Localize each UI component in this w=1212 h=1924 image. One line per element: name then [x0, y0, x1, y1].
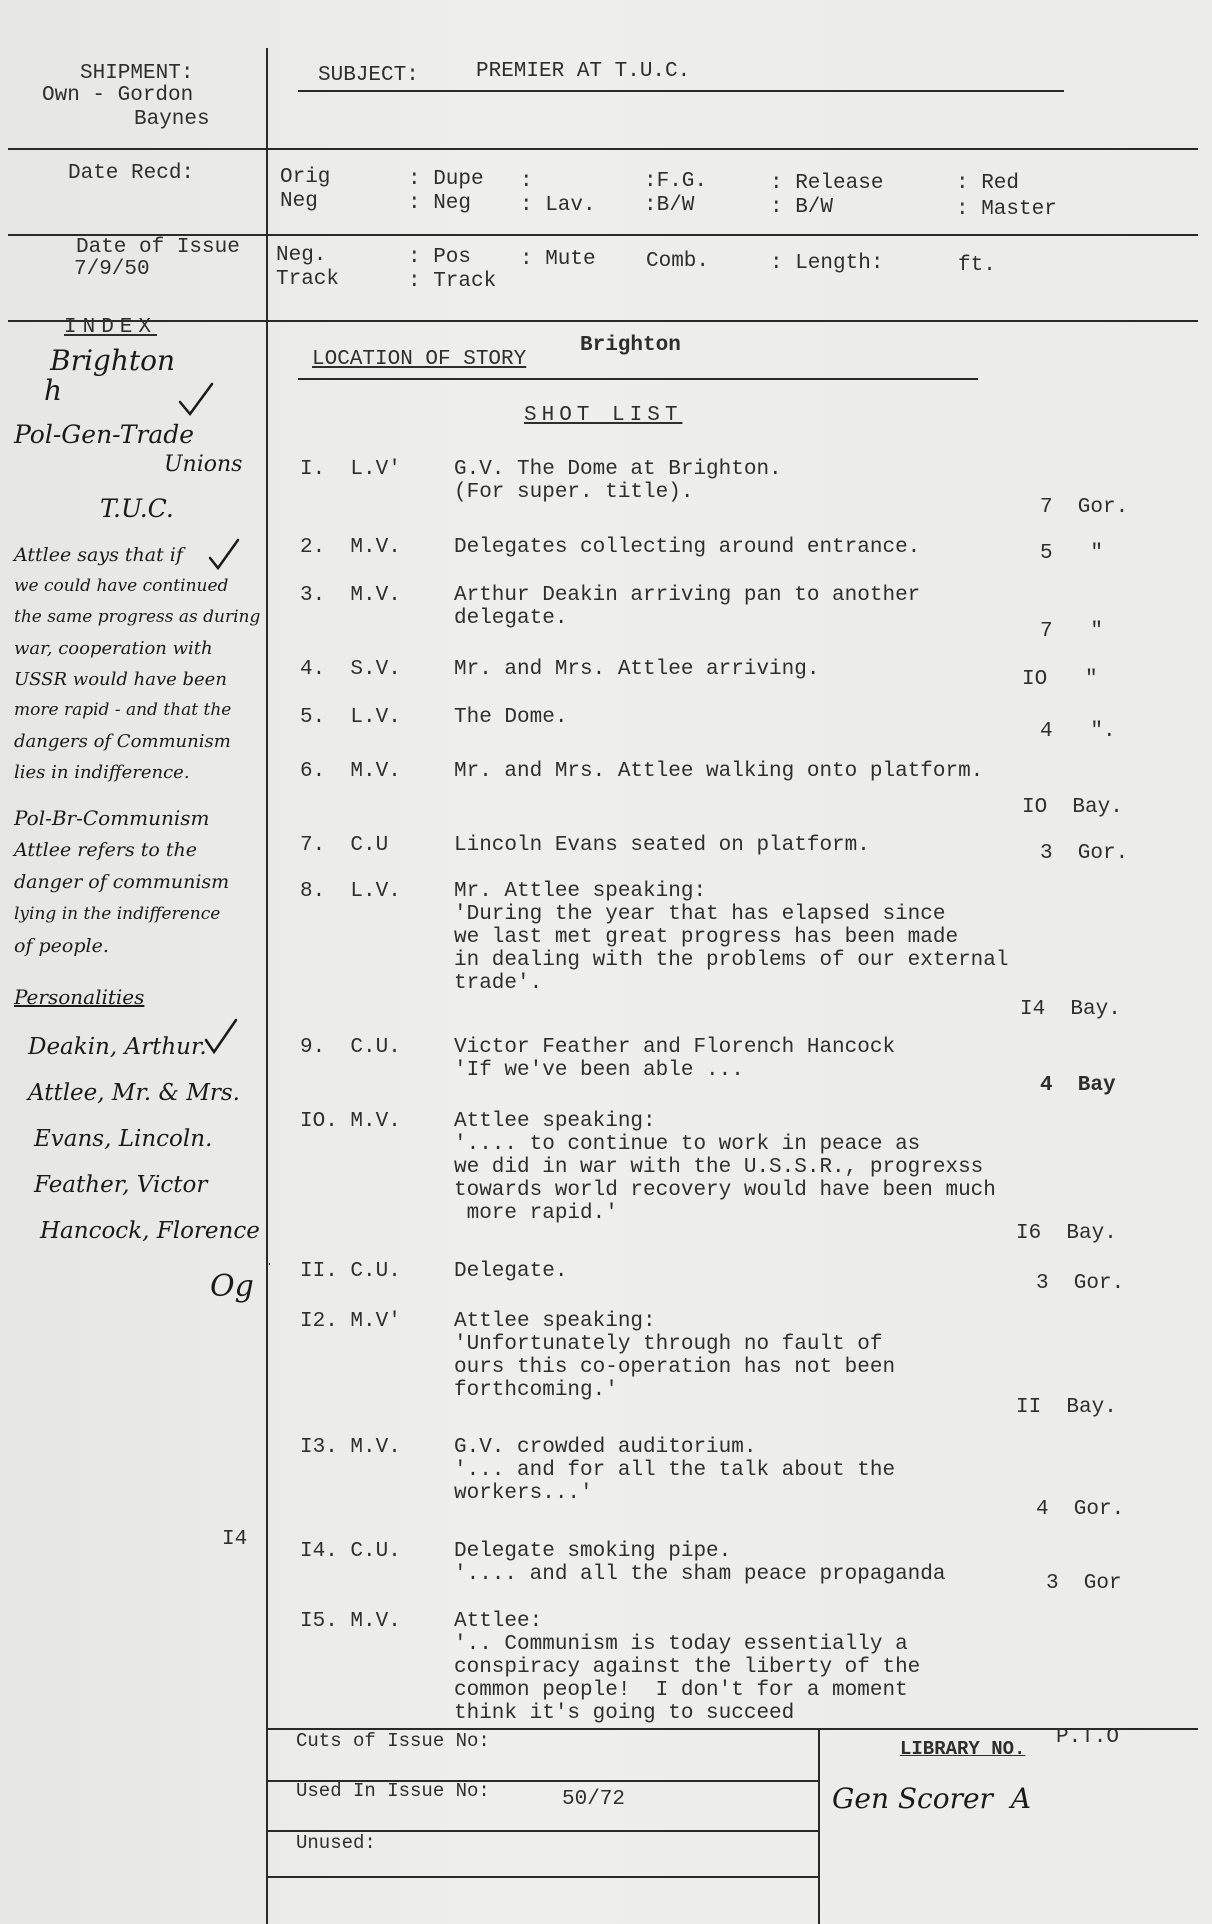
- note-line-8: lies in indifference.: [14, 762, 190, 783]
- date-recd-label: Date Recd:: [68, 162, 195, 185]
- shot-row: [300, 1540, 1160, 1595]
- pos-track-2: : Track: [408, 270, 497, 293]
- note-hancock: Hancock, Florence: [40, 1218, 260, 1244]
- shot-description: G.V. crowded auditorium. '... and for all the talk about the workers...': [454, 1436, 896, 1505]
- shot-description: Delegates collecting around entrance.: [454, 536, 921, 559]
- shot-duration: I6 Bay.: [1016, 1222, 1117, 1245]
- shot-number: 9. C.U.: [300, 1036, 401, 1059]
- note-refers-2: danger of communism: [14, 871, 230, 893]
- fg-2: :B/W: [644, 194, 695, 217]
- note-attlee: Attlee, Mr. & Mrs.: [28, 1080, 240, 1106]
- orig-neg-1: Orig: [280, 166, 331, 189]
- shot-duration: I4 Bay.: [1020, 998, 1121, 1021]
- shot-number: 2. M.V.: [300, 536, 401, 559]
- lav-colon: :: [520, 170, 533, 193]
- pos-track-1: : Pos: [408, 246, 472, 269]
- mute-label: : Mute: [520, 248, 596, 271]
- shot-description: G.V. The Dome at Brighton. (For super. title).: [454, 458, 782, 504]
- ft-label: ft.: [958, 254, 996, 277]
- shot-description: Attlee speaking: '.... to continue to work in peace as we did in war with the U.S.S.R., progrexss towards world recovery would have been much more rapid.': [454, 1110, 996, 1225]
- shot-duration: 4 Gor.: [1036, 1498, 1125, 1521]
- shot-description: Victor Feather and Florench Hancock 'If we've been able ...: [454, 1036, 896, 1082]
- shot-number: 4. S.V.: [300, 658, 401, 681]
- shot-row: [300, 584, 1160, 644]
- note-deakin: Deakin, Arthur.: [28, 1034, 207, 1060]
- fg-1: :F.G.: [644, 170, 708, 193]
- rule-footer-3: [268, 1876, 820, 1878]
- note-tuc: T.U.C.: [100, 494, 174, 523]
- subject-label: SUBJECT:: [318, 64, 419, 87]
- shot-description: Mr. and Mrs. Attlee arriving.: [454, 658, 820, 681]
- library-label: LIBRARY NO.: [900, 1738, 1026, 1760]
- date-issue-label: Date of Issue: [76, 236, 240, 259]
- shot-list-title: SHOT LIST: [524, 404, 683, 427]
- shot-number: I. L.V': [300, 458, 401, 481]
- shot-duration: IO Bay.: [1022, 796, 1123, 819]
- shot-duration: II Bay.: [1016, 1396, 1117, 1419]
- shot-description: Delegate.: [454, 1260, 568, 1283]
- shot-duration: 3 Gor.: [1040, 842, 1129, 865]
- pto-note: P.T.O: [1056, 1726, 1120, 1749]
- note-feather: Feather, Victor: [34, 1172, 208, 1198]
- note-line-7: dangers of Communism: [14, 731, 231, 752]
- cuts-label: Cuts of Issue No:: [296, 1730, 490, 1752]
- orig-neg-2: Neg: [280, 190, 318, 213]
- shot-duration: 3 Gor.: [1036, 1272, 1125, 1295]
- neg-track-2: Track: [276, 268, 340, 291]
- shot-row: [300, 458, 1160, 518]
- subject-underline: [298, 90, 1064, 92]
- dupe-neg-2: : Neg: [408, 192, 472, 215]
- shot-duration: 4 Bay: [1040, 1074, 1116, 1097]
- library-divider: [818, 1728, 820, 1924]
- shot-duration: 3 Gor: [1046, 1572, 1122, 1595]
- shot-duration: IO ": [1022, 668, 1098, 691]
- shot-row: [300, 1436, 1160, 1521]
- shot-row: [300, 1310, 1160, 1420]
- note-line-2: we could have continued: [14, 576, 229, 596]
- librarian-signature: Gen Scorer A: [832, 1782, 1031, 1815]
- shot-description: Arthur Deakin arriving pan to another delegate.: [454, 584, 921, 630]
- index-page-number: I4: [222, 1528, 248, 1551]
- shot-description: Mr. and Mrs. Attlee walking onto platform.: [454, 760, 984, 783]
- shot-row: [300, 880, 1160, 1020]
- length-label: : Length:: [770, 252, 884, 275]
- shot-row: [300, 536, 1160, 566]
- lav-label: : Lav.: [520, 194, 596, 217]
- tick-3: [206, 1020, 236, 1052]
- note-unions: Unions: [164, 452, 243, 477]
- comb-label: Comb.: [646, 250, 710, 273]
- note-evans: Evans, Lincoln.: [34, 1126, 213, 1152]
- shot-number: II. C.U.: [300, 1260, 401, 1283]
- subject-value: PREMIER AT T.U.C.: [476, 60, 691, 83]
- shot-number: 3. M.V.: [300, 584, 401, 607]
- shot-row: [300, 706, 1160, 743]
- date-issue-value: 7/9/50: [74, 258, 150, 281]
- shot-row: [300, 834, 1160, 864]
- shot-number: I2. M.V': [300, 1310, 401, 1333]
- tick-1: [180, 384, 212, 414]
- shot-description: Delegate smoking pipe. '.... and all the sham peace propaganda: [454, 1540, 946, 1586]
- shipment-line2: Baynes: [134, 108, 210, 131]
- note-refers-4: of people.: [14, 935, 109, 957]
- index-title: INDEX: [64, 316, 158, 339]
- location-value: Brighton: [580, 334, 681, 357]
- shot-description: Attlee: '.. Communism is today essentially a conspiracy against the liberty of the common people! I don't for a moment think it's going to succeed: [454, 1610, 921, 1725]
- used-label: Used In Issue No:: [296, 1780, 490, 1802]
- shot-number: 8. L.V.: [300, 880, 401, 903]
- shipment-line1: Own - Gordon: [42, 84, 194, 107]
- note-line-6: more rapid - and that the: [14, 700, 232, 720]
- dupe-neg-1: : Dupe: [408, 168, 484, 191]
- shot-number: 6. M.V.: [300, 760, 401, 783]
- shot-description: Mr. Attlee speaking: 'During the year that has elapsed since we last met great progress has been made in dealing with the problems of our external trade'.: [454, 880, 1009, 995]
- shot-number: 5. L.V.: [300, 706, 401, 729]
- red-1: : Red: [956, 172, 1020, 195]
- shot-number: I4. C.U.: [300, 1540, 401, 1563]
- release-1: : Release: [770, 172, 884, 195]
- shot-row: [300, 1260, 1160, 1295]
- shot-row: [300, 760, 1160, 820]
- shot-duration: 5 ": [1040, 542, 1104, 565]
- note-line-4: war, cooperation with: [14, 638, 213, 659]
- note-initials: Og: [210, 1269, 254, 1304]
- location-label: LOCATION OF STORY: [312, 348, 527, 371]
- release-2: : B/W: [770, 196, 834, 219]
- note-personalities: Personalities: [14, 985, 145, 1009]
- shot-number: 7. C.U: [300, 834, 389, 857]
- shot-number: IO. M.V.: [300, 1110, 401, 1133]
- note-brighton: Brighton: [50, 344, 176, 377]
- used-value: 50/72: [562, 1788, 626, 1811]
- shot-duration: 7 Gor.: [1040, 496, 1129, 519]
- shipment-label: SHIPMENT:: [80, 62, 194, 85]
- shot-duration: 4 ".: [1040, 720, 1116, 743]
- note-line-1: Attlee says that if: [14, 544, 183, 566]
- note-refers-3: lying in the indifference: [14, 904, 221, 924]
- shot-row: [300, 1110, 1160, 1250]
- shot-description: Attlee speaking: 'Unfortunately through no fault of ours this co-operation has not been forthcoming.': [454, 1310, 896, 1402]
- note-line-3: the same progress as during: [14, 607, 261, 627]
- shot-description: The Dome.: [454, 706, 568, 729]
- tick-marks: [0, 0, 270, 1924]
- note-refers-1: Attlee refers to the: [14, 839, 197, 861]
- note-pol-gen: Pol-Gen-Trade: [14, 420, 195, 449]
- neg-track-1: Neg.: [276, 244, 327, 267]
- shot-row: [300, 1610, 1160, 1725]
- note-h: h: [44, 374, 63, 407]
- red-2: : Master: [956, 198, 1057, 221]
- shot-duration: 7 ": [1040, 620, 1104, 643]
- shot-number: I3. M.V.: [300, 1436, 401, 1459]
- location-underline: [298, 378, 978, 380]
- note-line-5: USSR would have been: [14, 669, 227, 690]
- shot-row: [300, 658, 1160, 691]
- shot-row: [300, 1036, 1160, 1096]
- shot-description: Lincoln Evans seated on platform.: [454, 834, 870, 857]
- tick-2: [210, 540, 238, 568]
- note-pol-br: Pol-Br-Communism: [14, 806, 210, 830]
- shot-number: I5. M.V.: [300, 1610, 401, 1633]
- unused-label: Unused:: [296, 1832, 376, 1854]
